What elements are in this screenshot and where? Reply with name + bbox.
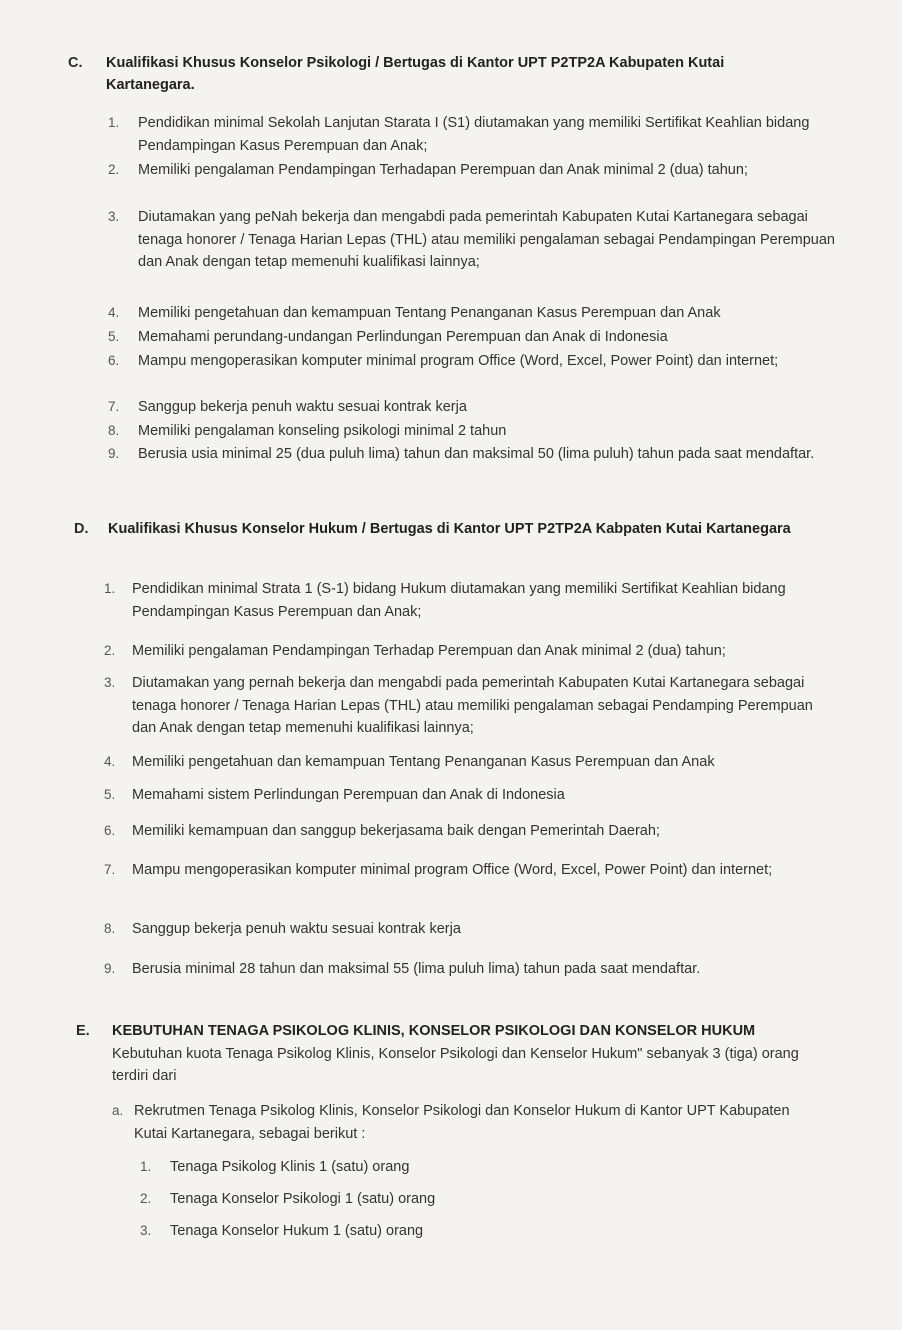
list-text: Memiliki pengetahuan dan kemampuan Tentang Penanganan Kasus Perempuan dan Anak	[132, 754, 715, 770]
section-heading: KEBUTUHAN TENAGA PSIKOLOG KLINIS, KONSELOR PSIKOLOGI DAN KONSELOR HUKUM	[112, 1023, 756, 1039]
list-text: Tenaga Psikolog Klinis 1 (satu) orang	[170, 1159, 410, 1175]
list-text: Tenaga Konselor Psikologi 1 (satu) orang	[170, 1191, 436, 1207]
list-text: Memiliki pengalaman Pendampingan Terhadapan Perempuan dan Anak minimal 2 (dua) tahun;	[138, 162, 748, 178]
list-number: 9.	[108, 446, 120, 461]
list-number: 1.	[108, 115, 120, 130]
list-text: Berusia minimal 28 tahun dan maksimal 55 (lima puluh lima) tahun pada saat mendaftar.	[132, 961, 701, 977]
list-number: 5.	[108, 329, 120, 344]
list-text: Berusia usia minimal 25 (dua puluh lima) tahun dan maksimal 50 (lima puluh) tahun pada saat mendaftar.	[138, 446, 815, 462]
section-letter: E.	[76, 1023, 90, 1039]
list-number: 6.	[104, 823, 116, 838]
section-letter: C.	[68, 55, 83, 71]
list-number: 2.	[140, 1191, 152, 1206]
list-text: Memiliki pengalaman konseling psikologi minimal 2 tahun	[138, 423, 507, 439]
list-text: Diutamakan yang pernah bekerja dan mengabdi pada pemerintah Kabupaten Kutai Kartanegara sebagai tenaga honorer / Tenaga Harian Lepas (THL) atau memiliki pengalaman sebagai Pendamping Perempuan dan Anak dengan tetap memenuhi kualifikasi lainnya;	[132, 675, 813, 736]
section-heading: Kualifikasi Khusus Konselor Hukum / Bertugas di Kantor UPT P2TP2A Kabpaten Kutai Kartanegara	[108, 521, 791, 537]
list-number: 1.	[104, 581, 116, 596]
list-text: Mampu mengoperasikan komputer minimal program Office (Word, Excel, Power Point) dan internet;	[132, 862, 773, 878]
list-number: 7.	[108, 399, 120, 414]
list-number: 4.	[104, 754, 116, 769]
list-text: Memiliki pengetahuan dan kemampuan Tentang Penanganan Kasus Perempuan dan Anak	[138, 305, 721, 321]
list-number: 4.	[108, 305, 120, 320]
list-number: 1.	[140, 1159, 152, 1174]
list-number: 2.	[108, 162, 120, 177]
list-text: Tenaga Konselor Hukum 1 (satu) orang	[170, 1223, 424, 1239]
list-number: 9.	[104, 961, 116, 976]
section-letter: D.	[74, 521, 89, 537]
list-text: Pendidikan minimal Strata 1 (S-1) bidang Hukum diutamakan yang memiliki Sertifikat Keahlian bidang Pendampingan Kasus Perempuan dan Anak;	[132, 581, 786, 620]
list-text: Memahami perundang-undangan Perlindungan Perempuan dan Anak di Indonesia	[138, 329, 668, 345]
list-number: 6.	[108, 353, 120, 368]
list-text: Diutamakan yang peNah bekerja dan mengabdi pada pemerintah Kabupaten Kutai Kartanegara sebagai tenaga honorer / Tenaga Harian Lepas (THL) atau memiliki pengalaman sebagai Pendampingan Perempuan dan Anak dengan tetap memenuhi kualifikasi lainnya;	[138, 209, 835, 270]
list-text: Sanggup bekerja penuh waktu sesuai kontrak kerja	[132, 921, 461, 937]
list-text: Mampu mengoperasikan komputer minimal program Office (Word, Excel, Power Point) dan internet;	[138, 353, 779, 369]
list-number: 3.	[140, 1223, 152, 1238]
list-text: Memiliki pengalaman Pendampingan Terhadap Perempuan dan Anak minimal 2 (dua) tahun;	[132, 643, 726, 659]
list-text: Memiliki kemampuan dan sanggup bekerjasama baik dengan Pemerintah Daerah;	[132, 823, 660, 839]
list-number: 5.	[104, 787, 116, 802]
list-text: Memahami sistem Perlindungan Perempuan dan Anak di Indonesia	[132, 787, 565, 803]
list-number: 7.	[104, 862, 116, 877]
list-text: Pendidikan minimal Sekolah Lanjutan Starata I (S1) diutamakan yang memiliki Sertifikat Keahlian bidang Pendampingan Kasus Perempuan dan Anak;	[138, 115, 810, 154]
list-number: 3.	[108, 209, 120, 224]
sub-letter: a.	[112, 1103, 124, 1118]
list-number: 2.	[104, 643, 116, 658]
list-number: 8.	[108, 423, 120, 438]
list-number: 8.	[104, 921, 116, 936]
list-text: Sanggup bekerja penuh waktu sesuai kontrak kerja	[138, 399, 467, 415]
sub-text: Rekrutmen Tenaga Psikolog Klinis, Konselor Psikologi dan Konselor Hukum di Kantor UPT Kabupaten Kutai Kartanegara, sebagai berikut :	[134, 1103, 790, 1142]
section-intro: Kebutuhan kuota Tenaga Psikolog Klinis, Konselor Psikologi dan Kenselor Hukum" sebanyak 3 (tiga) orang terdiri dari	[112, 1046, 799, 1084]
list-number: 3.	[104, 675, 116, 690]
section-heading: Kualifikasi Khusus Konselor Psikologi / Bertugas di Kantor UPT P2TP2A Kabupaten Kutai Kartanegara.	[106, 55, 725, 93]
